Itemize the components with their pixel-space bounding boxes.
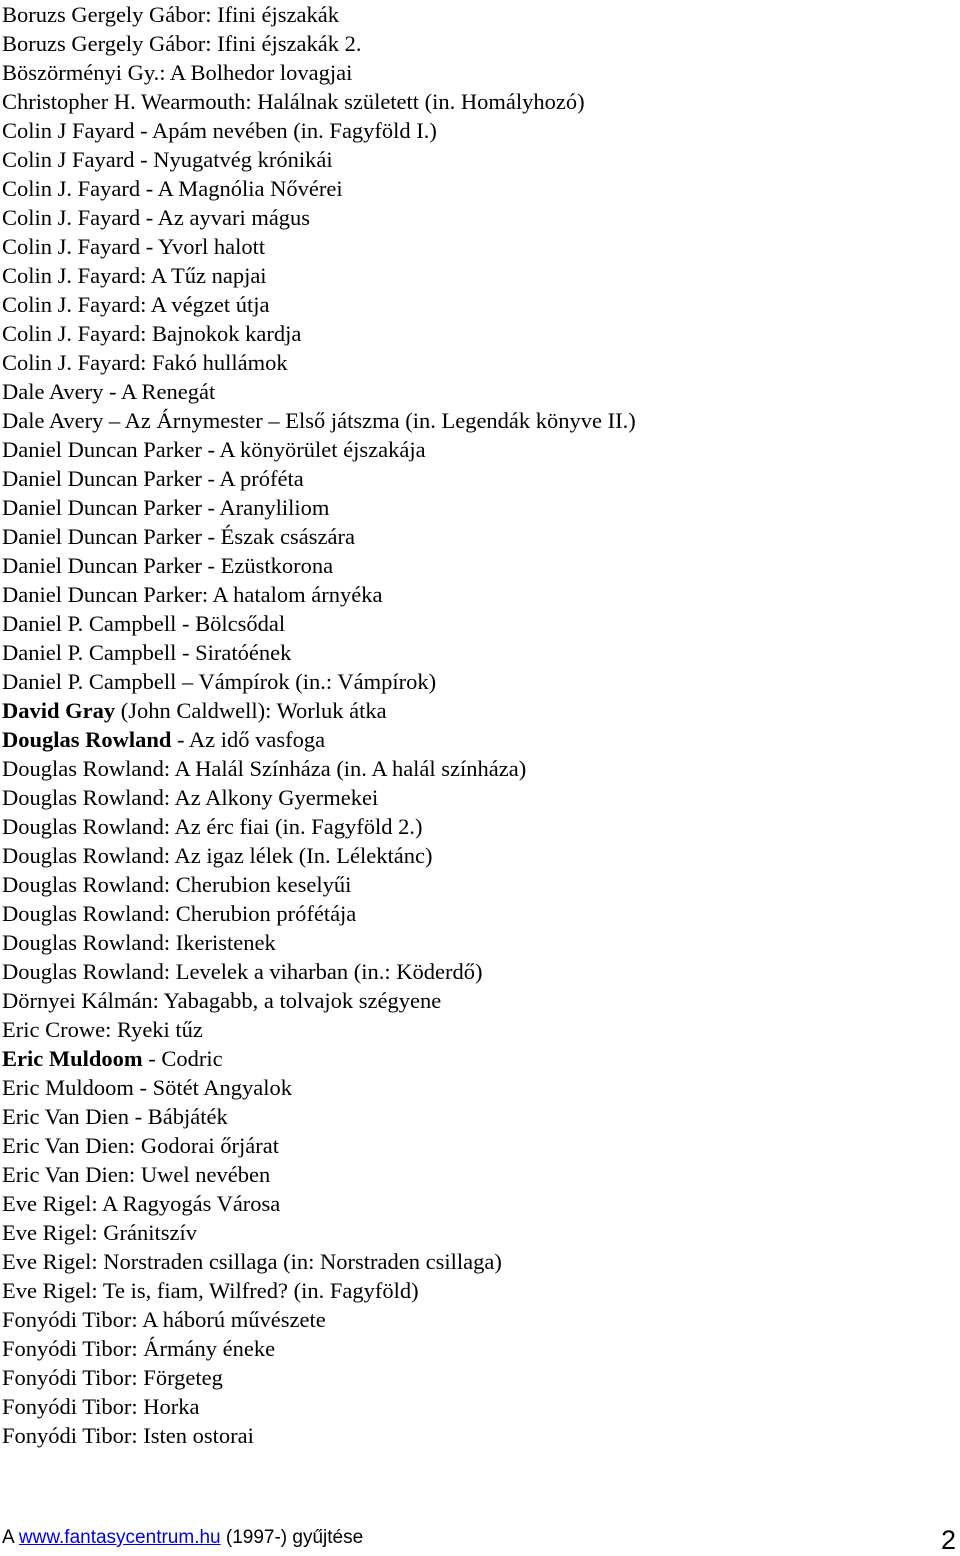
book-entry	[2, 725, 636, 754]
book-entry	[2, 1073, 636, 1102]
entry-title: Colin J. Fayard - Yvorl halott	[2, 234, 266, 259]
entry-title: Colin J. Fayard: Bajnokok kardja	[2, 321, 302, 346]
entry-title: Colin J Fayard - Apám nevében (in. Fagyföld I.)	[2, 118, 437, 143]
entry-title: Daniel Duncan Parker - Aranyliliom	[2, 495, 330, 520]
entry-title: Douglas Rowland: Az igaz lélek (In. Lélektánc)	[2, 843, 433, 868]
entry-title: Boruzs Gergely Gábor: Ifini éjszakák	[2, 2, 339, 27]
entry-title: (John Caldwell): Worluk átka	[115, 698, 387, 723]
entry-title: Eric Crowe: Ryeki tűz	[2, 1017, 203, 1042]
book-entry	[2, 1015, 636, 1044]
entry-title: Colin J. Fayard: A Tűz napjai	[2, 263, 267, 288]
book-entry	[2, 1392, 636, 1421]
entry-title: Eric Van Dien: Godorai őrjárat	[2, 1133, 279, 1158]
entry-title: Eric Van Dien - Bábjáték	[2, 1104, 228, 1129]
entry-title: Douglas Rowland: Az érc fiai (in. Fagyföld 2.)	[2, 814, 423, 839]
book-entry	[2, 1421, 636, 1450]
book-entry	[2, 841, 636, 870]
book-entry	[2, 290, 636, 319]
entry-title: Dörnyei Kálmán: Yabagabb, a tolvajok szégyene	[2, 988, 442, 1013]
entry-title: Böszörményi Gy.: A Bolhedor lovagjai	[2, 60, 353, 85]
page-footer	[2, 1525, 956, 1555]
book-entry	[2, 493, 636, 522]
entry-title: - Az idő vasfoga	[171, 727, 326, 752]
entry-title: Colin J. Fayard - Az ayvari mágus	[2, 205, 311, 230]
book-entry	[2, 899, 636, 928]
entry-title: Dale Avery - A Renegát	[2, 379, 216, 404]
entry-title: Daniel P. Campbell - Siratóének	[2, 640, 292, 665]
book-entry	[2, 87, 636, 116]
entry-title: Daniel Duncan Parker - Észak császára	[2, 524, 355, 549]
book-entry	[2, 638, 636, 667]
book-entry	[2, 783, 636, 812]
book-entry	[2, 812, 636, 841]
book-entry	[2, 1189, 636, 1218]
entry-title: Fonyódi Tibor: Förgeteg	[2, 1365, 223, 1390]
book-entry	[2, 1131, 636, 1160]
entry-author: Douglas Rowland	[2, 727, 172, 752]
entry-author: Eric Muldoom	[2, 1046, 143, 1071]
entry-title: Colin J. Fayard: A végzet útja	[2, 292, 270, 317]
book-list	[2, 0, 636, 1450]
footer-prefix: A	[2, 1527, 19, 1548]
book-entry	[2, 1305, 636, 1334]
entry-title: Fonyódi Tibor: A háború művészete	[2, 1307, 326, 1332]
book-entry	[2, 1218, 636, 1247]
book-entry	[2, 580, 636, 609]
book-entry	[2, 116, 636, 145]
book-entry	[2, 870, 636, 899]
entry-title: Eve Rigel: Gránitszív	[2, 1220, 197, 1245]
entry-title: Daniel Duncan Parker - A könyörület éjszakája	[2, 437, 426, 462]
book-entry	[2, 986, 636, 1015]
entry-title: Douglas Rowland: Cherubion prófétája	[2, 901, 357, 926]
book-entry	[2, 754, 636, 783]
entry-title: Daniel Duncan Parker - A próféta	[2, 466, 304, 491]
book-entry	[2, 348, 636, 377]
entry-title: Dale Avery – Az Árnymester – Első játszma (in. Legendák könyve II.)	[2, 408, 636, 433]
book-entry	[2, 435, 636, 464]
book-entry	[2, 609, 636, 638]
book-entry	[2, 1044, 636, 1073]
entry-title: Daniel Duncan Parker - Ezüstkorona	[2, 553, 334, 578]
book-entry	[2, 522, 636, 551]
entry-title: Eve Rigel: Norstraden csillaga (in: Norstraden csillaga)	[2, 1249, 502, 1274]
book-entry	[2, 957, 636, 986]
page-number: 2	[940, 1525, 956, 1555]
entry-author: David Gray	[2, 698, 116, 723]
entry-title: Eric Muldoom - Sötét Angyalok	[2, 1075, 292, 1100]
entry-title: Douglas Rowland: Ikeristenek	[2, 930, 276, 955]
book-entry	[2, 232, 636, 261]
entry-title: Colin J. Fayard - A Magnólia Nővérei	[2, 176, 343, 201]
book-entry	[2, 58, 636, 87]
entry-title: Daniel P. Campbell – Vámpírok (in.: Vámpírok)	[2, 669, 437, 694]
footer-credit	[2, 1527, 363, 1549]
entry-title: Eve Rigel: Te is, fiam, Wilfred? (in. Fagyföld)	[2, 1278, 419, 1303]
book-entry	[2, 203, 636, 232]
entry-title: Eric Van Dien: Uwel nevében	[2, 1162, 271, 1187]
book-entry	[2, 1363, 636, 1392]
entry-title: Colin J. Fayard: Fakó hullámok	[2, 350, 288, 375]
entry-title: Douglas Rowland: Cherubion keselyűi	[2, 872, 352, 897]
entry-title: - Codric	[142, 1046, 223, 1071]
book-entry	[2, 551, 636, 580]
entry-title: Fonyódi Tibor: Horka	[2, 1394, 200, 1419]
entry-title: Fonyódi Tibor: Ármány éneke	[2, 1336, 276, 1361]
book-entry	[2, 1160, 636, 1189]
book-entry	[2, 667, 636, 696]
book-entry	[2, 261, 636, 290]
book-entry	[2, 174, 636, 203]
entry-title: Eve Rigel: A Ragyogás Városa	[2, 1191, 281, 1216]
book-entry	[2, 1102, 636, 1131]
book-entry	[2, 29, 636, 58]
entry-title: Daniel P. Campbell - Bölcsődal	[2, 611, 286, 636]
book-entry	[2, 406, 636, 435]
book-entry	[2, 377, 636, 406]
footer-suffix: (1997-) gyűjtése	[220, 1527, 364, 1548]
book-entry	[2, 145, 636, 174]
entry-title: Douglas Rowland: Az Alkony Gyermekei	[2, 785, 379, 810]
book-entry	[2, 1334, 636, 1363]
book-entry	[2, 1276, 636, 1305]
website-link[interactable]: www.fantasycentrum.hu	[18, 1527, 221, 1548]
book-entry	[2, 696, 636, 725]
book-entry	[2, 928, 636, 957]
entry-title: Christopher H. Wearmouth: Halálnak született (in. Homályhozó)	[2, 89, 585, 114]
book-entry	[2, 319, 636, 348]
entry-title: Colin J Fayard - Nyugatvég krónikái	[2, 147, 333, 172]
entry-title: Fonyódi Tibor: Isten ostorai	[2, 1423, 254, 1448]
book-entry	[2, 0, 636, 29]
book-entry	[2, 1247, 636, 1276]
entry-title: Daniel Duncan Parker: A hatalom árnyéka	[2, 582, 383, 607]
book-entry	[2, 464, 636, 493]
entry-title: Douglas Rowland: Levelek a viharban (in.: Köderdő)	[2, 959, 483, 984]
entry-title: Boruzs Gergely Gábor: Ifini éjszakák 2.	[2, 31, 362, 56]
entry-title: Douglas Rowland: A Halál Színháza (in. A halál színháza)	[2, 756, 527, 781]
